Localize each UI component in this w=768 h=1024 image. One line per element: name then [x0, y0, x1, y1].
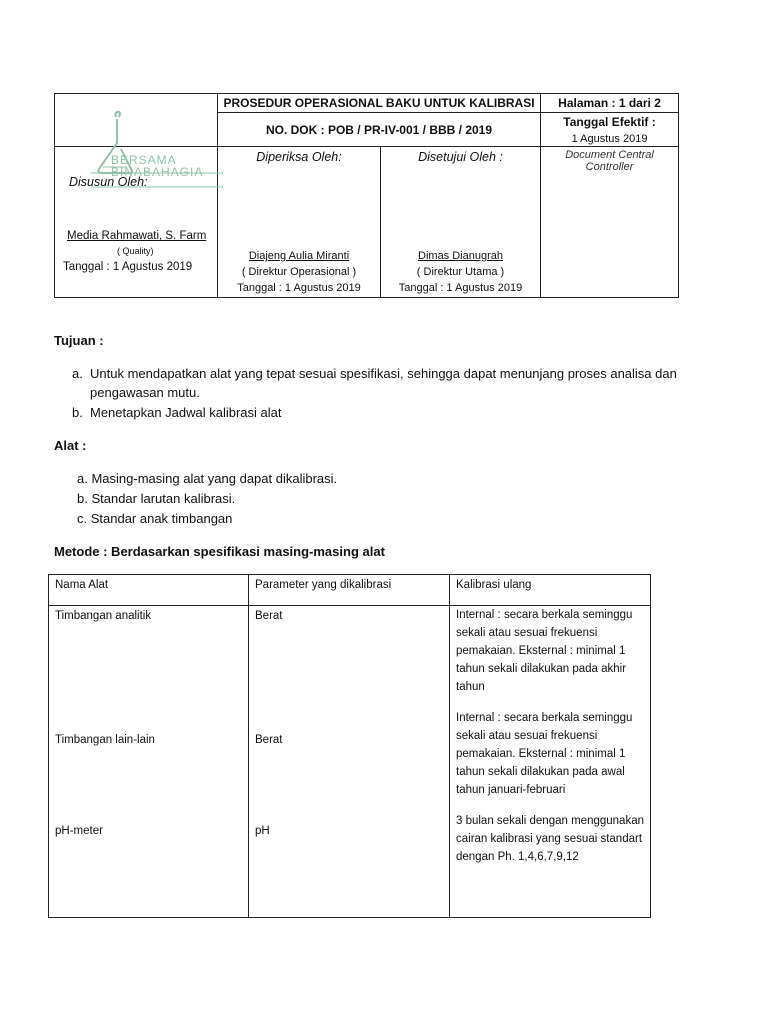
checked-by-role: ( Direktur Operasional ) — [241, 266, 357, 278]
table-cell: Berat — [255, 734, 283, 746]
table-cell: Timbangan analitik — [55, 610, 152, 622]
prepared-by-role: ( Quality) — [117, 246, 154, 256]
tujuan-item-a-line1: Untuk mendapatkan alat yang tepat sesuai spesifikasi, sehingga dapat menunjang proses analisa dan — [90, 366, 677, 381]
approved-by-cell — [381, 147, 541, 298]
checked-by-label: Diperiksa Oleh: — [256, 150, 342, 164]
cell-line: Internal : secara berkala seminggu — [456, 609, 633, 621]
alat-item-a: a. Masing-masing alat yang dapat dikalibrasi. — [77, 471, 338, 486]
prepared-by-cell — [55, 147, 218, 298]
table-cell: Berat — [255, 610, 283, 622]
tujuan-item-b-line1: Menetapkan Jadwal kalibrasi alat — [90, 405, 282, 420]
cell-line: tahun sekali dilakukan pada awal — [456, 766, 625, 778]
alat-item-b: b. Standar larutan kalibrasi. — [77, 491, 236, 506]
cell-line: tahun sekali dilakukan pada akhir — [456, 663, 627, 675]
table-cell: Timbangan lain-lain — [55, 734, 155, 746]
tujuan-item-a-marker: a. — [72, 366, 83, 381]
alat-heading: Alat : — [54, 438, 87, 453]
checked-by-date: Tanggal : 1 Agustus 2019 — [237, 282, 361, 294]
prepared-by-name: Media Rahmawati, S. Farm — [67, 230, 207, 242]
alat-item-c: c. Standar anak timbangan — [77, 511, 233, 526]
cell-line: tahun — [456, 681, 485, 693]
approved-by-role: ( Direktur Utama ) — [416, 266, 505, 278]
tujuan-heading: Tujuan : — [54, 333, 104, 348]
document-controller-cell — [541, 147, 679, 298]
header-table — [54, 93, 679, 298]
effective-date-label: Tanggal Efektif : — [563, 115, 656, 129]
page-indicator: Halaman : 1 dari 2 — [541, 94, 679, 113]
table-header-row — [49, 575, 651, 606]
parameter-column — [249, 606, 450, 918]
table-cell: pH — [255, 825, 270, 837]
effective-date-cell — [541, 113, 679, 147]
recalibration-column — [450, 606, 651, 918]
tujuan-item-a-line2: pengawasan mutu. — [90, 385, 200, 400]
table-header-cell: Nama Alat — [49, 575, 249, 606]
logo-text-line1: BERSAMA — [111, 153, 177, 167]
cell-line: Internal : secara berkala seminggu — [456, 712, 633, 724]
table-row — [49, 606, 651, 918]
table-cell: pH-meter — [55, 825, 103, 837]
cell-line: 3 bulan sekali dengan menggunakan — [456, 815, 644, 827]
effective-date-value: 1 Agustus 2019 — [571, 133, 648, 145]
logo-cell — [55, 94, 218, 179]
prepared-by-date: Tanggal : 1 Agustus 2019 — [63, 261, 193, 273]
document-number: NO. DOK : POB / PR-IV-001 / BBB / 2019 — [218, 113, 541, 147]
approved-by-label: Disetujui Oleh : — [418, 150, 503, 164]
document-title: PROSEDUR OPERASIONAL BAKU UNTUK KALIBRASI — [218, 94, 541, 113]
cell-line: sekali atau sesuai frekuensi — [456, 730, 598, 742]
table-header-cell: Parameter yang dikalibrasi — [249, 575, 450, 606]
cell-line: cairan kalibrasi yang sesuai standart — [456, 833, 643, 845]
calibration-table — [48, 574, 651, 918]
cell-line: sekali atau sesuai frekuensi — [456, 627, 598, 639]
cell-line: pemakaian. Eksternal : minimal 1 — [456, 645, 626, 657]
checked-by-name: Diajeng Aulia Miranti — [248, 250, 350, 262]
cell-line: dengan Ph. 1,4,6,7,9,12 — [456, 851, 579, 863]
table-cell — [456, 709, 632, 799]
table-cell — [456, 812, 644, 866]
document-controller-line2: Controller — [585, 161, 634, 173]
document-controller-line1: Document Central — [565, 149, 654, 161]
prepared-by-label: Disusun Oleh: — [69, 175, 148, 189]
checked-by-cell — [218, 147, 381, 298]
approved-by-date: Tanggal : 1 Agustus 2019 — [398, 282, 523, 294]
table-cell — [456, 606, 632, 696]
logo-text-line2: BINABAHAGIA — [111, 165, 204, 179]
table-header-cell: Kalibrasi ulang — [450, 575, 651, 606]
tujuan-item-b-marker: b. — [72, 405, 83, 420]
metode-heading: Metode : Berdasarkan spesifikasi masing-masing alat — [54, 544, 385, 559]
instrument-name-column — [49, 606, 249, 918]
cell-line: tahun januari-februari — [456, 784, 566, 796]
approved-by-name: Dimas Dianugrah — [418, 250, 503, 262]
cell-line: pemakaian. Eksternal : minimal 1 — [456, 748, 626, 760]
